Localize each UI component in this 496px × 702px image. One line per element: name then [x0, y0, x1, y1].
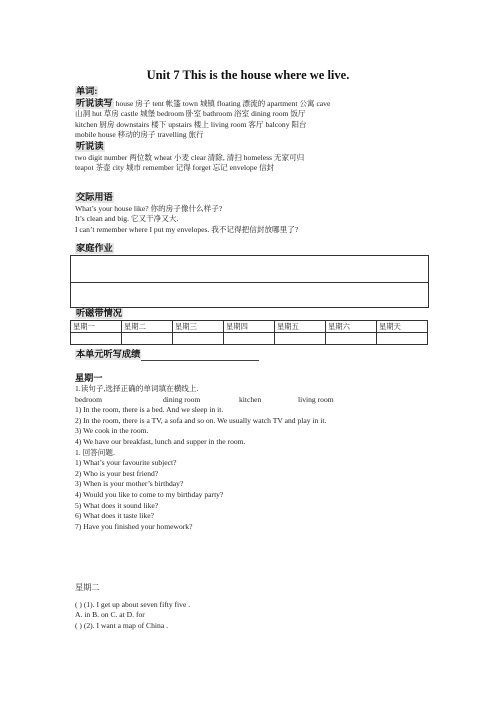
monday-a4: 4) Would you like to come to my birthday party? — [75, 489, 224, 499]
listening-days-row — [71, 321, 428, 333]
vocab-line-3: kitchen 厨房 downstairs 楼下 upstairs 楼上 living room 客厅 balcony 阳台 — [75, 119, 307, 129]
day-cell: 星期五 — [275, 321, 326, 333]
tuesday-section — [75, 583, 435, 631]
check-cell[interactable] — [377, 333, 428, 345]
monday-section — [75, 373, 435, 532]
vocab-heading: 单词: — [76, 86, 98, 96]
dictation-row — [75, 349, 435, 361]
listening-table — [70, 320, 428, 345]
check-cell[interactable] — [275, 333, 326, 345]
phrases-section — [75, 192, 435, 235]
monday-a5: 5) What does it sound like? — [75, 500, 159, 510]
tuesday-q1: ( ) (1). I get up about seven fifty five . — [75, 599, 191, 609]
phrase-line-1: What’s your house like? 你的房子像什么样子? — [75, 203, 223, 213]
phrases-heading: 交际用语 — [76, 192, 113, 202]
dictation-score-line[interactable] — [141, 352, 259, 361]
vocab-text-1: house 房子 tent 帐篷 town 城镇 floating 漂流的 apartment 公寓 cave — [115, 98, 331, 108]
check-cell[interactable] — [224, 333, 275, 345]
monday-a7: 7) Have you finished your homework? — [75, 521, 193, 531]
check-cell[interactable] — [326, 333, 377, 345]
homework-box[interactable] — [70, 255, 429, 308]
day-cell: 星期二 — [122, 321, 173, 333]
monday-q1: 1.读句子,选择正确的单词填在横线上. — [75, 384, 199, 393]
day-cell: 星期天 — [377, 321, 428, 333]
vocab-line-5: two digit number 两位数 wheat 小麦 clear 清除, 清扫 homeless 无家可归 — [75, 152, 305, 162]
listen-speak-read-label: 听说读 — [76, 140, 104, 151]
tuesday-q2: ( ) (2). I want a map of China . — [75, 620, 168, 630]
check-cell[interactable] — [71, 333, 122, 345]
phrase-line-3: I can’t remember where I put my envelopes. 我不记得把信封放哪里了? — [75, 224, 299, 234]
page-title: Unit 7 This is the house where we live. — [146, 68, 350, 82]
homework-box-divider — [71, 282, 428, 283]
vocab-line-1 — [75, 98, 435, 110]
vocab-line-4: mobile house 移动的房子 travelling 旅行 — [75, 130, 204, 140]
monday-a3: 3) When is your mother’s birthday? — [75, 479, 184, 489]
monday-a1: 1) What’s your favourite subject? — [75, 458, 177, 468]
monday-s4: 4) We have our breakfast, lunch and supper in the room. — [75, 436, 246, 446]
monday-s2: 2) In the room, there is a TV, a sofa and so on. We usually watch TV and play in it. — [75, 415, 327, 425]
monday-q2: 1. 回答问题. — [75, 447, 115, 457]
vocab-line-6: teapot 茶壶 city 城市 remember 记得 forget 忘记 envelope 信封 — [75, 163, 275, 173]
day-cell: 星期六 — [326, 321, 377, 333]
check-cell[interactable] — [173, 333, 224, 345]
listen-speak-read-write-label: 听说读写 — [76, 97, 113, 108]
listening-heading: 听磁带情况 — [76, 308, 122, 318]
choice-word: dining room — [163, 394, 201, 404]
tuesday-q1-options: A. in B. on C. at D. for — [75, 610, 145, 620]
day-cell: 星期三 — [173, 321, 224, 333]
listening-check-row — [71, 333, 428, 345]
phrase-line-2: It’s clean and big. 它又干净又大. — [75, 214, 179, 224]
vocab-section — [75, 86, 435, 174]
monday-heading: 星期一 — [75, 373, 103, 383]
monday-s1: 1) In the room, there is a bed. And we sleep in it. — [75, 405, 224, 415]
monday-s3: 3) We cook in the room. — [75, 426, 149, 436]
day-cell: 星期四 — [224, 321, 275, 333]
vocab-line-2: 山洞 hut 草房 castle 城堡 bedroom 卧室 bathroom 浴室 dining room 饭厅 — [75, 109, 306, 119]
listening-heading-wrap — [75, 308, 435, 320]
check-cell[interactable] — [122, 333, 173, 345]
day-cell: 星期一 — [71, 321, 122, 333]
homework-heading: 家庭作业 — [76, 243, 113, 253]
monday-a2: 2) Who is your best friend? — [75, 468, 159, 478]
choice-word: bedroom — [75, 394, 102, 404]
homework-heading-wrap — [75, 243, 435, 255]
dictation-heading: 本单元听写成绩 — [76, 349, 141, 359]
monday-a6: 6) What does it taste like? — [75, 511, 154, 521]
tuesday-heading: 星期二 — [75, 583, 100, 592]
choice-word: kitchen — [239, 394, 262, 404]
monday-choices — [75, 395, 435, 406]
choice-word: living room — [298, 394, 334, 404]
